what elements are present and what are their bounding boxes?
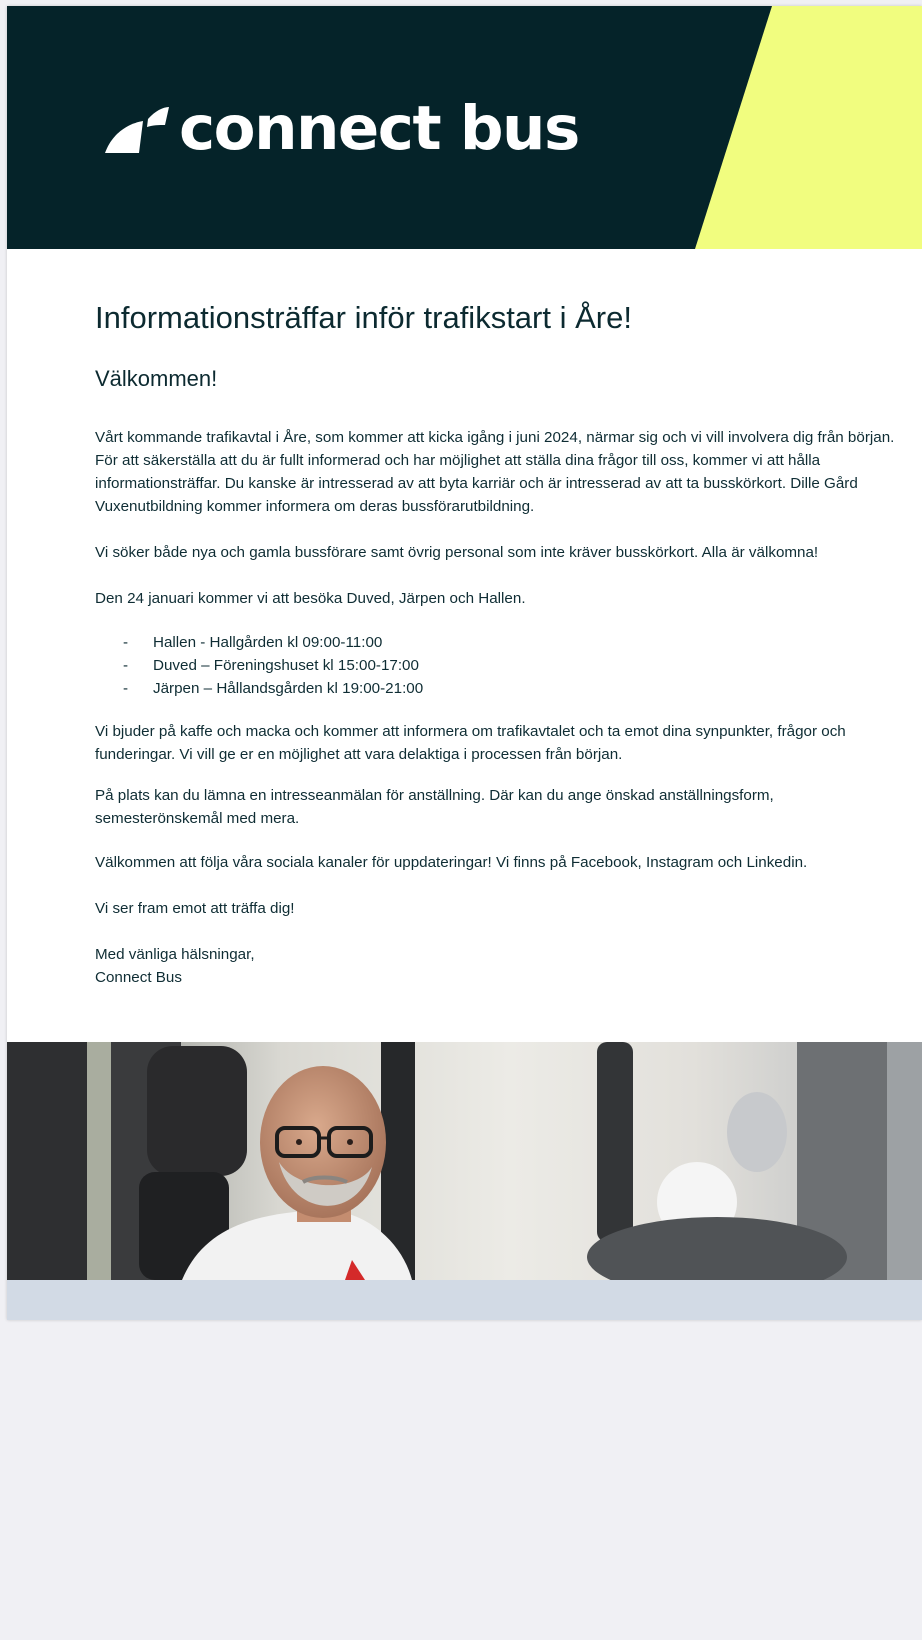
signature-line: Connect Bus xyxy=(95,969,182,986)
letter-body xyxy=(95,298,895,989)
brand-logo xyxy=(103,92,579,166)
list-bullet: - xyxy=(123,634,129,651)
letter-page xyxy=(7,6,922,1320)
greeting-heading: Välkommen! xyxy=(95,366,218,391)
list-bullet: - xyxy=(123,680,129,697)
bus-driver-photo xyxy=(7,1042,922,1280)
closing-paragraph: Vi ser fram emot att träffa dig! xyxy=(95,900,295,917)
list-item xyxy=(95,631,895,654)
page-title: Informationsträffar inför trafikstart i Åre! xyxy=(95,300,632,335)
brand-name: connect bus xyxy=(179,92,579,164)
list-bullet: - xyxy=(123,657,129,674)
meeting-duved: Duved – Föreningshuset kl 15:00-17:00 xyxy=(153,657,419,674)
meeting-hallen: Hallen - Hallgården kl 09:00-11:00 xyxy=(153,634,383,651)
list-item xyxy=(95,677,895,700)
coffee-paragraph: Vi bjuder på kaffe och macka och kommer att informera om trafikavtalet och ta emot dina synpunkter, frågor och funderingar. Vi vill ge er en möjlighet att vara delaktiga i processen från början. xyxy=(95,723,846,763)
list-item xyxy=(95,654,895,677)
footer-strip xyxy=(7,1280,922,1320)
connect-bus-logo-icon xyxy=(103,103,171,159)
social-paragraph: Välkommen att följa våra sociala kanaler för uppdateringar! Vi finns på Facebook, Instagram och Linkedin. xyxy=(95,854,808,871)
intro-paragraph: Vårt kommande trafikavtal i Åre, som kommer att kicka igång i juni 2024, närmar sig och vi vill involvera dig från början. För att säkerställa att du är fullt informerad och har möjlighet att ställa dina frågor till oss, kommer vi att hålla informationsträffar. Du kanske är intresserad av att byta karriär och är intresserad av att ta busskörkort. Dille Gård Vuxenutbildning kommer informera om deras bussförarutbildning. xyxy=(95,429,895,515)
meeting-list xyxy=(95,631,895,700)
seeking-paragraph: Vi söker både nya och gamla bussförare samt övrig personal som inte kräver busskörkort. Alla är välkomna! xyxy=(95,544,819,561)
meeting-jarpen: Järpen – Hållandsgården kl 19:00-21:00 xyxy=(153,680,424,697)
bus-driver-image xyxy=(7,1042,922,1280)
application-paragraph: På plats kan du lämna en intresseanmälan för anställning. Där kan du ange önskad anställningsform, semesterönskemål med mera. xyxy=(95,787,774,827)
visit-paragraph: Den 24 januari kommer vi att besöka Duved, Järpen och Hallen. xyxy=(95,590,526,607)
signoff-line: Med vänliga hälsningar, xyxy=(95,946,255,963)
header-banner xyxy=(7,6,922,249)
